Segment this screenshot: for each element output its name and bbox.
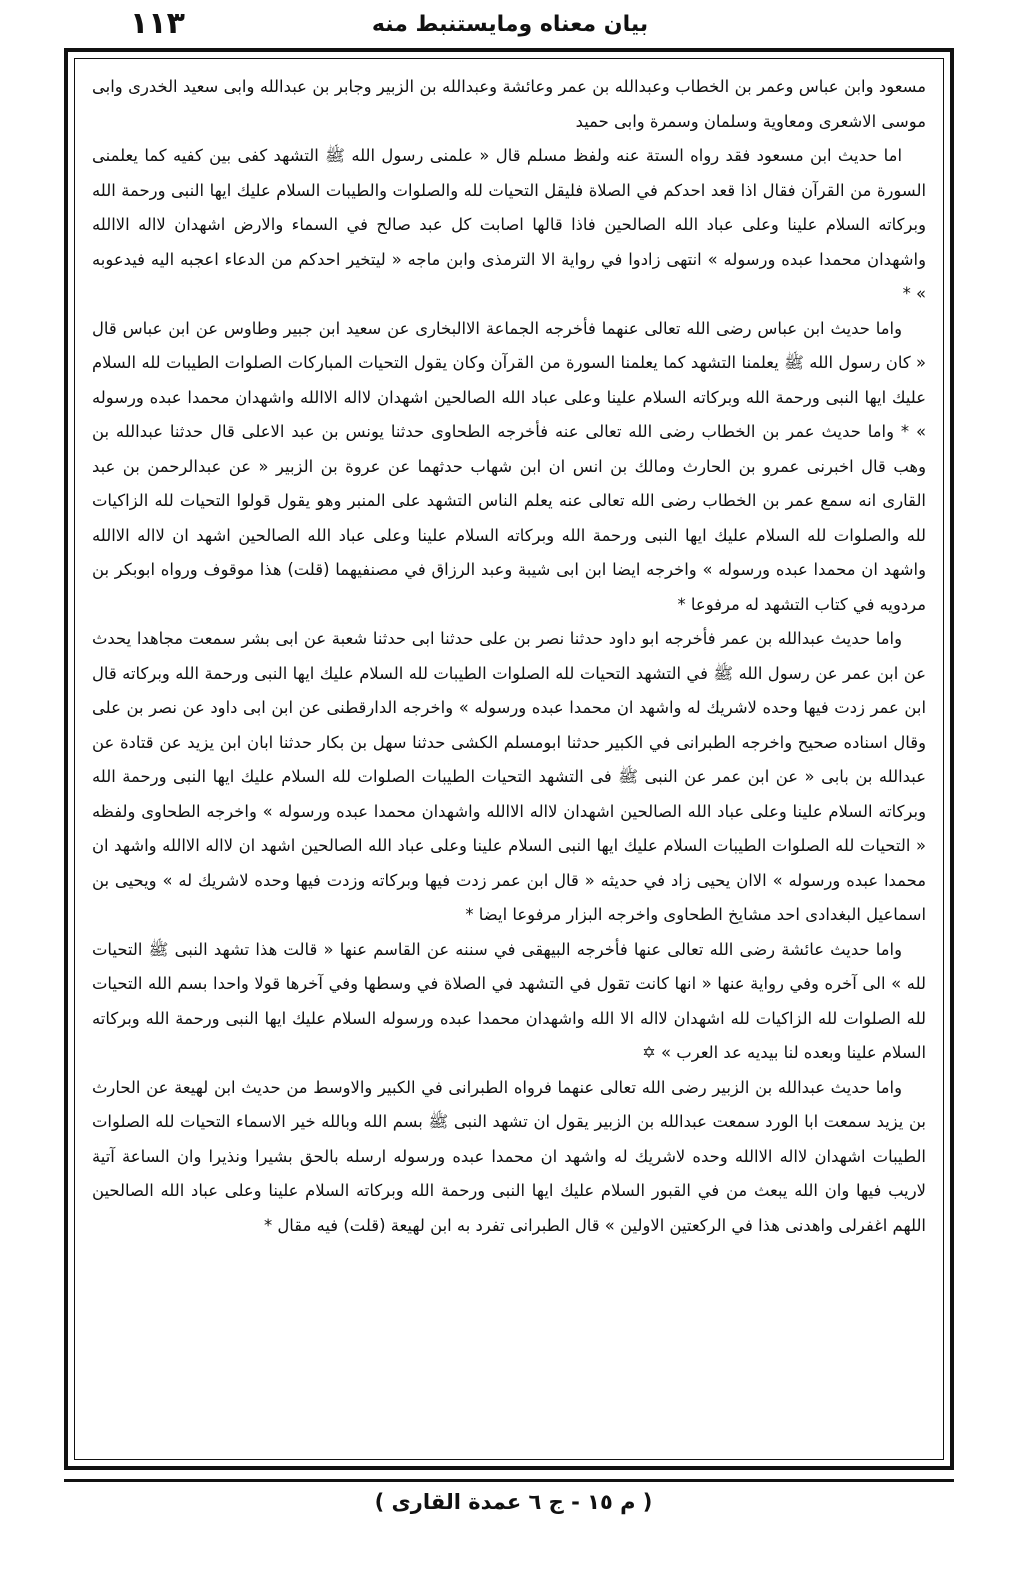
page-number: ۱۱۳ (130, 6, 185, 41)
paragraph: مسعود وابن عباس وعمر بن الخطاب وعبدالله بن عمر وعائشة وعبدالله بن الزبير وجابر بن عبدالله وابى سعيد الخدرى وابى موسى الاشعرى ومعاوية وسلمان وسمرة وابى حميد (92, 77, 926, 131)
paragraph: واما حديث عبدالله بن عمر فأخرجه ابو داود حدثنا نصر بن على حدثنا ابى حدثنا شعبة عن ابى بشر سمعت مجاهدا يحدث عن ابن عمر عن رسول الله ﷺ في التشهد التحيات لله الصلوات الطيبات لله السلام عليك ايها النبى ورحمة الله وبركاته قال ابن عمر زدت فيها وحده لاشريك له واشهد ان محمدا عبده ورسوله » واخرجه الدارقطنى عن ابن ابى داود عن نصر بن على وقال اسناده صحيح واخرجه الطبرانى في الكبير حدثنا ابومسلم الكشى حدثنا سهل بن بكار حدثنا ابان ابن يزيد عن قتادة عن عبدالله بن بابى « عن ابن عمر عن النبى ﷺ فى التشهد التحيات الطيبات الصلوات لله السلام عليك ايها النبى ورحمة الله وبركاته السلام علينا وعلى عباد الله الصالحين اشهدان لااله الاالله واشهدان محمدا عبده ورسوله » واخرجه الطحاوى ولفظه « التحيات لله الصلوات الطيبات السلام عليك ايها النبى السلام علينا وعلى عباد الله الصالحين اشهد ان لااله الاالله واشهد ان محمدا عبده ورسوله » الاان يحيى زاد في حديثه « قال ابن عمر زدت فيها وبركاته وزدت فيها وحده لاشريك له » ويحيى بن اسماعيل البغدادى احد مشايخ الطحاوى واخرجه البزار مرفوعا ايضا * (92, 629, 926, 924)
paragraph: واما حديث عائشة رضى الله تعالى عنها فأخرجه البيهقى في سننه عن القاسم عنها « قالت هذا تشهد النبى ﷺ التحيات لله » الى آخره وفي رواية عنها « انها كانت تقول في التشهد في الصلاة في وسطها وفي آخرها قولا واحدا بسم الله التحيات لله الصلوات لله الزاكيات لله اشهدان لااله الا الله واشهدان محمدا عبده ورسوله السلام عليك ايها النبى ورحمة الله وبركاته السلام علينا وبعده لنا بيديه عد العرب » ✡ (92, 939, 926, 1062)
footer-rule (64, 1479, 954, 1482)
main-text (92, 70, 926, 1243)
running-title: بيان معناه ومايستنبط منه (371, 12, 649, 37)
footer-signature: ( م ١٥ - ج ٦ عمدة القارى ) (374, 1490, 653, 1514)
paragraph: واما حديث عبدالله بن الزبير رضى الله تعالى عنهما فرواه الطبرانى في الكبير والاوسط من حديث ابن لهيعة عن الحارث بن يزيد سمعت ابا الورد سمعت عبدالله بن الزبير يقول ان تشهد النبى ﷺ بسم الله وبالله خير الاسماء التحيات لله الصلوات الطيبات اشهدان لااله الاالله وحده لاشريك له واشهد ان محمدا عبده ورسوله ارسله بالحق بشيرا ونذيرا وان الساعة آتية لاريب فيها وان الله يبعث من في القبور السلام عليك ايها النبى ورحمة الله وبركاته السلام علينا وعلى عباد الله الصالحين اللهم اغفرلى واهدنى هذا في الركعتين الاولين » قال الطبرانى تفرد به ابن لهيعة (قلت) فيه مقال * (92, 1077, 926, 1235)
paragraph: اما حديث ابن مسعود فقد رواه الستة عنه ولفظ مسلم قال « علمنى رسول الله ﷺ التشهد كفى بين كفيه كما يعلمنى السورة من القرآن فقال اذا قعد احدكم في الصلاة فليقل التحيات لله والصلوات والطيبات السلام عليك ايها النبى ورحمة الله وبركاته السلام علينا وعلى عباد الله الصالحين فاذا قالها اصابت كل عبد صالح في السماء والارض اشهدان لااله الاالله واشهدان محمدا عبده ورسوله » انتهى زادوا في رواية الا الترمذى وابن ماجه « ليتخير احدكم من الدعاء اعجبه اليه فيدعوبه » * (92, 146, 926, 303)
page-header (70, 4, 950, 44)
paragraph: واما حديث ابن عباس رضى الله تعالى عنهما فأخرجه الجماعة الاالبخارى عن سعيد ابن جبير وطاوس عن ابن عباس قال « كان رسول الله ﷺ يعلمنا التشهد كما يعلمنا السورة من القرآن وكان يقول التحيات المباركات الصلوات الطيبات لله السلام عليك ايها النبى ورحمة الله وبركاته السلام علينا وعلى عباد الله الصالحين اشهدان لااله الاالله واشهدان محمدا عبده ورسوله » * واما حديث عمر بن الخطاب رضى الله تعالى عنه فأخرجه الطحاوى حدثنا يونس بن عبد الاعلى قال حدثنا عبدالله بن وهب قال اخبرنى عمرو بن الحارث ومالك بن انس ان ابن شهاب حدثهما عن عروة بن الزبير « عن عبدالرحمن بن عبد القارى انه سمع عمر بن الخطاب رضى الله تعالى عنه يعلم الناس التشهد على المنبر وهو يقول قولوا التحيات لله الزاكيات لله والصلوات لله السلام عليك ايها النبى ورحمة الله وبركاته السلام علينا وعلى عباد الله الصالحين اشهد ان لااله الاالله واشهد ان محمدا عبده ورسوله » واخرجه ايضا ابن ابى شيبة وعبد الرزاق في مصنفيهما (قلت) هذا موقوف ورواه ابوبكر بن مردويه في كتاب التشهد له مرفوعا * (92, 318, 926, 614)
